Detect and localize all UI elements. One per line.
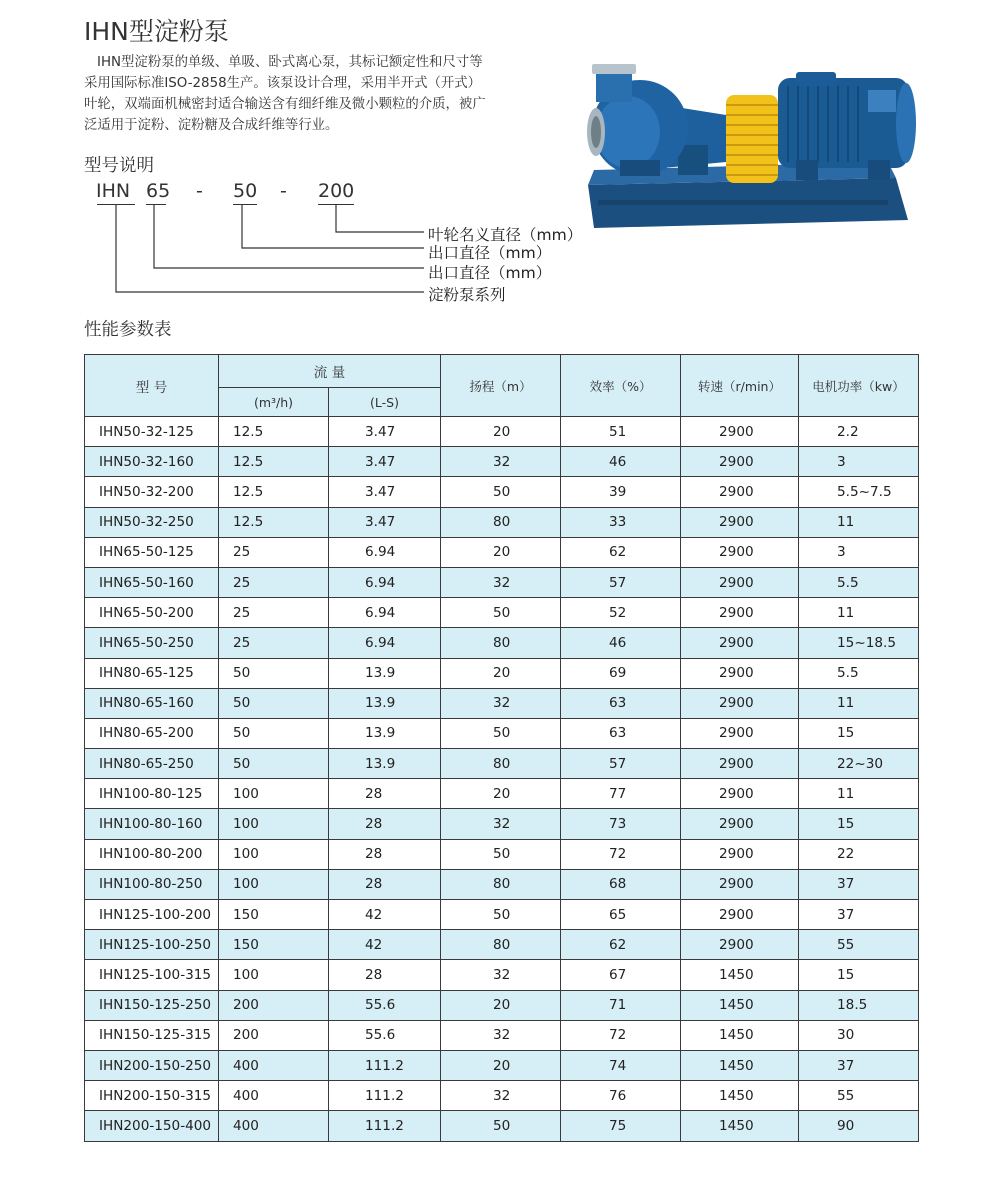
cell-model: IHN65-50-200: [85, 598, 219, 628]
cell-head: 80: [441, 628, 561, 658]
cell-head: 20: [441, 417, 561, 447]
cell-flow-m3h: 50: [219, 749, 329, 779]
table-row: [85, 688, 919, 718]
table-row: [85, 658, 919, 688]
cell-head: 50: [441, 718, 561, 748]
cell-efficiency: 63: [561, 718, 681, 748]
cell-speed: 2900: [681, 567, 799, 597]
cell-model: IHN150-125-315: [85, 1020, 219, 1050]
cell-power: 5.5: [799, 658, 919, 688]
cell-head: 80: [441, 869, 561, 899]
cell-flow-ls: 42: [329, 930, 441, 960]
cell-efficiency: 65: [561, 900, 681, 930]
cell-speed: 2900: [681, 869, 799, 899]
cell-flow-m3h: 25: [219, 628, 329, 658]
cell-efficiency: 74: [561, 1050, 681, 1080]
cell-efficiency: 57: [561, 749, 681, 779]
table-row: [85, 1050, 919, 1080]
cell-flow-ls: 3.47: [329, 447, 441, 477]
cell-power: 5.5: [799, 567, 919, 597]
header-power: 电机功率（kw）: [799, 355, 919, 417]
cell-model: IHN65-50-250: [85, 628, 219, 658]
cell-speed: 2900: [681, 900, 799, 930]
cell-model: IHN80-65-200: [85, 718, 219, 748]
cell-flow-m3h: 200: [219, 990, 329, 1020]
cell-flow-ls: 42: [329, 900, 441, 930]
cell-flow-ls: 55.6: [329, 990, 441, 1020]
cell-head: 50: [441, 477, 561, 507]
header-flow-m3h: (m³/h): [219, 388, 329, 417]
cell-speed: 2900: [681, 598, 799, 628]
table-row: [85, 1020, 919, 1050]
cell-model: IHN200-150-250: [85, 1050, 219, 1080]
cell-model: IHN50-32-200: [85, 477, 219, 507]
cell-head: 20: [441, 990, 561, 1020]
cell-head: 32: [441, 688, 561, 718]
cell-power: 15: [799, 809, 919, 839]
cell-flow-ls: 111.2: [329, 1081, 441, 1111]
cell-flow-ls: 6.94: [329, 598, 441, 628]
cell-power: 22: [799, 839, 919, 869]
intro-line: 泛适用于淀粉、淀粉糖及合成纤维等行业。: [84, 118, 339, 133]
code-underline: [146, 204, 166, 205]
table-row: [85, 537, 919, 567]
cell-efficiency: 68: [561, 869, 681, 899]
cell-speed: 2900: [681, 839, 799, 869]
cell-power: 18.5: [799, 990, 919, 1020]
cell-head: 32: [441, 960, 561, 990]
cell-speed: 2900: [681, 658, 799, 688]
table-row: [85, 1111, 919, 1141]
cell-head: 50: [441, 839, 561, 869]
cell-flow-ls: 111.2: [329, 1050, 441, 1080]
header-model: 型 号: [85, 355, 219, 417]
cell-speed: 2900: [681, 628, 799, 658]
cell-head: 50: [441, 598, 561, 628]
cell-speed: 2900: [681, 537, 799, 567]
cell-flow-m3h: 400: [219, 1050, 329, 1080]
table-row: [85, 447, 919, 477]
cell-efficiency: 77: [561, 779, 681, 809]
cell-flow-ls: 13.9: [329, 718, 441, 748]
cell-flow-m3h: 100: [219, 960, 329, 990]
cell-head: 32: [441, 447, 561, 477]
code-underline: [233, 204, 257, 205]
code-underline: [318, 204, 354, 205]
legend-inlet: 出口直径（mm）: [428, 264, 552, 282]
cell-speed: 1450: [681, 960, 799, 990]
cell-power: 37: [799, 900, 919, 930]
performance-table: [84, 354, 919, 1142]
cell-flow-ls: 6.94: [329, 628, 441, 658]
cell-flow-ls: 3.47: [329, 477, 441, 507]
cell-power: 11: [799, 507, 919, 537]
cell-speed: 1450: [681, 990, 799, 1020]
table-row: [85, 718, 919, 748]
cell-flow-m3h: 200: [219, 1020, 329, 1050]
cell-flow-m3h: 150: [219, 930, 329, 960]
cell-speed: 1450: [681, 1111, 799, 1141]
code-prefix: IHN: [96, 180, 131, 202]
table-row: [85, 1081, 919, 1111]
cell-flow-m3h: 25: [219, 567, 329, 597]
cell-head: 50: [441, 1111, 561, 1141]
cell-speed: 2900: [681, 930, 799, 960]
cell-flow-m3h: 50: [219, 718, 329, 748]
cell-head: 32: [441, 567, 561, 597]
code-outlet: 50: [233, 180, 258, 202]
cell-flow-ls: 6.94: [329, 537, 441, 567]
table-row: [85, 900, 919, 930]
cell-head: 20: [441, 537, 561, 567]
cell-efficiency: 51: [561, 417, 681, 447]
cell-efficiency: 72: [561, 839, 681, 869]
cell-power: 55: [799, 1081, 919, 1111]
intro-line: 采用国际标准ISO-2858生产。该泵设计合理，采用半开式（开式）: [84, 76, 482, 91]
pump-photo: [568, 50, 916, 230]
cell-speed: 2900: [681, 417, 799, 447]
code-inlet: 65: [146, 180, 171, 202]
cell-efficiency: 46: [561, 447, 681, 477]
table-row: [85, 567, 919, 597]
cell-head: 32: [441, 1020, 561, 1050]
cell-flow-m3h: 400: [219, 1111, 329, 1141]
cell-model: IHN65-50-125: [85, 537, 219, 567]
cell-efficiency: 57: [561, 567, 681, 597]
cell-flow-m3h: 150: [219, 900, 329, 930]
cell-model: IHN150-125-250: [85, 990, 219, 1020]
cell-efficiency: 71: [561, 990, 681, 1020]
cell-efficiency: 76: [561, 1081, 681, 1111]
cell-model: IHN200-150-400: [85, 1111, 219, 1141]
cell-speed: 2900: [681, 809, 799, 839]
cell-flow-m3h: 50: [219, 688, 329, 718]
table-row: [85, 598, 919, 628]
cell-flow-m3h: 12.5: [219, 507, 329, 537]
header-speed: 转速（r/min）: [681, 355, 799, 417]
cell-flow-ls: 6.94: [329, 567, 441, 597]
cell-flow-m3h: 100: [219, 869, 329, 899]
cell-model: IHN125-100-200: [85, 900, 219, 930]
cell-flow-ls: 28: [329, 960, 441, 990]
cell-power: 15: [799, 718, 919, 748]
cell-head: 80: [441, 930, 561, 960]
cell-flow-m3h: 100: [219, 809, 329, 839]
cell-head: 20: [441, 1050, 561, 1080]
cell-efficiency: 73: [561, 809, 681, 839]
cell-model: IHN100-80-200: [85, 839, 219, 869]
cell-flow-ls: 13.9: [329, 749, 441, 779]
perf-section-title: 性能参数表: [84, 320, 172, 340]
cell-model: IHN200-150-315: [85, 1081, 219, 1111]
table-row: [85, 930, 919, 960]
cell-power: 3: [799, 537, 919, 567]
cell-speed: 1450: [681, 1050, 799, 1080]
cell-head: 32: [441, 1081, 561, 1111]
legend-impeller: 叶轮名义直径（mm）: [428, 226, 583, 244]
cell-power: 2.2: [799, 417, 919, 447]
intro-paragraph: [84, 52, 539, 136]
cell-model: IHN80-65-160: [85, 688, 219, 718]
cell-flow-m3h: 12.5: [219, 447, 329, 477]
table-row: [85, 869, 919, 899]
cell-power: 11: [799, 779, 919, 809]
cell-power: 37: [799, 869, 919, 899]
cell-flow-m3h: 100: [219, 779, 329, 809]
cell-flow-ls: 3.47: [329, 507, 441, 537]
cell-efficiency: 69: [561, 658, 681, 688]
model-section-title: 型号说明: [84, 156, 154, 176]
cell-model: IHN65-50-160: [85, 567, 219, 597]
cell-head: 80: [441, 507, 561, 537]
cell-efficiency: 72: [561, 1020, 681, 1050]
table-row: [85, 507, 919, 537]
table-row: [85, 809, 919, 839]
cell-model: IHN50-32-125: [85, 417, 219, 447]
cell-flow-m3h: 25: [219, 598, 329, 628]
cell-flow-ls: 28: [329, 809, 441, 839]
cell-efficiency: 33: [561, 507, 681, 537]
cell-power: 15~18.5: [799, 628, 919, 658]
cell-efficiency: 67: [561, 960, 681, 990]
cell-speed: 2900: [681, 749, 799, 779]
cell-head: 32: [441, 809, 561, 839]
cell-speed: 1450: [681, 1020, 799, 1050]
table-row: [85, 990, 919, 1020]
cell-flow-m3h: 50: [219, 658, 329, 688]
cell-flow-ls: 13.9: [329, 658, 441, 688]
cell-speed: 1450: [681, 1081, 799, 1111]
table-row: [85, 417, 919, 447]
page-title: IHN型淀粉泵: [84, 17, 229, 46]
cell-efficiency: 39: [561, 477, 681, 507]
cell-efficiency: 62: [561, 930, 681, 960]
cell-flow-m3h: 12.5: [219, 477, 329, 507]
table-row: [85, 779, 919, 809]
header-flow-ls: (L-S): [329, 388, 441, 417]
cell-flow-m3h: 12.5: [219, 417, 329, 447]
cell-power: 15: [799, 960, 919, 990]
cell-power: 55: [799, 930, 919, 960]
cell-flow-ls: 3.47: [329, 417, 441, 447]
legend-outlet: 出口直径（mm）: [428, 244, 552, 262]
table-row: [85, 839, 919, 869]
cell-power: 3: [799, 447, 919, 477]
cell-speed: 2900: [681, 779, 799, 809]
performance-table-body: [85, 417, 919, 1142]
cell-model: IHN125-100-250: [85, 930, 219, 960]
cell-model: IHN80-65-250: [85, 749, 219, 779]
cell-power: 37: [799, 1050, 919, 1080]
cell-power: 5.5~7.5: [799, 477, 919, 507]
cell-flow-ls: 28: [329, 779, 441, 809]
header-flow: 流 量: [219, 355, 441, 388]
cell-model: IHN100-80-125: [85, 779, 219, 809]
cell-efficiency: 63: [561, 688, 681, 718]
cell-model: IHN100-80-160: [85, 809, 219, 839]
cell-efficiency: 46: [561, 628, 681, 658]
intro-line: IHN型淀粉泵的单级、单吸、卧式离心泵，其标记额定性和尺寸等: [97, 55, 483, 70]
intro-line: 叶轮，双端面机械密封适合输送含有细纤维及微小颗粒的介质，被广: [84, 97, 486, 112]
cell-speed: 2900: [681, 507, 799, 537]
cell-efficiency: 75: [561, 1111, 681, 1141]
table-row: [85, 477, 919, 507]
cell-efficiency: 62: [561, 537, 681, 567]
code-underline: [97, 204, 135, 205]
cell-head: 50: [441, 900, 561, 930]
cell-flow-m3h: 25: [219, 537, 329, 567]
cell-power: 11: [799, 598, 919, 628]
cell-flow-ls: 13.9: [329, 688, 441, 718]
legend-series: 淀粉泵系列: [428, 286, 506, 304]
cell-flow-ls: 55.6: [329, 1020, 441, 1050]
table-row: [85, 628, 919, 658]
table-row: [85, 960, 919, 990]
header-head: 扬程（m）: [441, 355, 561, 417]
cell-power: 22~30: [799, 749, 919, 779]
cell-model: IHN100-80-250: [85, 869, 219, 899]
cell-model: IHN80-65-125: [85, 658, 219, 688]
code-dash: -: [196, 180, 203, 202]
code-impeller: 200: [318, 180, 355, 202]
cell-model: IHN50-32-160: [85, 447, 219, 477]
cell-power: 30: [799, 1020, 919, 1050]
cell-power: 90: [799, 1111, 919, 1141]
cell-flow-ls: 28: [329, 839, 441, 869]
cell-flow-m3h: 400: [219, 1081, 329, 1111]
cell-head: 20: [441, 658, 561, 688]
code-dash: -: [280, 180, 287, 202]
cell-speed: 2900: [681, 447, 799, 477]
table-row: [85, 749, 919, 779]
cell-flow-ls: 111.2: [329, 1111, 441, 1141]
cell-power: 11: [799, 688, 919, 718]
header-efficiency: 效率（%）: [561, 355, 681, 417]
cell-flow-m3h: 100: [219, 839, 329, 869]
cell-head: 80: [441, 749, 561, 779]
cell-head: 20: [441, 779, 561, 809]
cell-flow-ls: 28: [329, 869, 441, 899]
cell-speed: 2900: [681, 688, 799, 718]
cell-efficiency: 52: [561, 598, 681, 628]
cell-model: IHN50-32-250: [85, 507, 219, 537]
cell-speed: 2900: [681, 477, 799, 507]
cell-model: IHN125-100-315: [85, 960, 219, 990]
cell-speed: 2900: [681, 718, 799, 748]
